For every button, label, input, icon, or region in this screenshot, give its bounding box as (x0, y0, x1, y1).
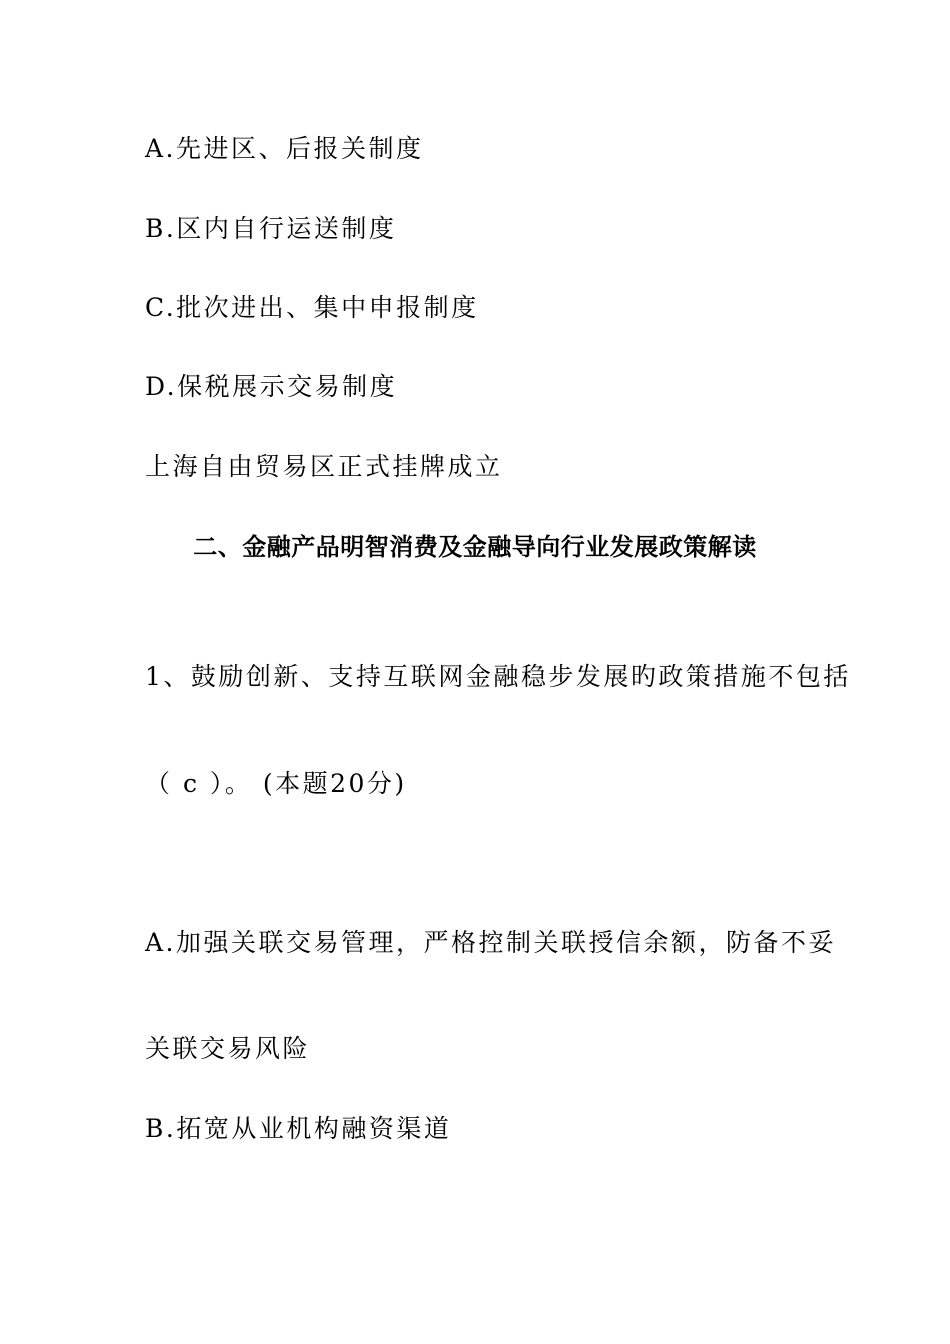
prev-option-d: D.保税展示交易制度 (145, 372, 398, 401)
prev-option-b: B.区内自行运送制度 (145, 214, 397, 243)
question-1-answer-blank: （ c ）。 (本题20分) (145, 769, 407, 798)
prev-option-c: C.批次进出、集中申报制度 (145, 293, 479, 322)
option-a-line-1: A.加强关联交易管理，严格控制关联授信余额，防备不妥 (145, 928, 837, 957)
option-a-line-2: 关联交易风险 (145, 1034, 311, 1063)
prev-answer-text: 上海自由贸易区正式挂牌成立 (145, 452, 503, 481)
question-1-text: 1、鼓励创新、支持互联网金融稳步发展旳政策措施不包括 (145, 662, 851, 691)
option-b: B.拓宽从业机构融资渠道 (145, 1114, 452, 1143)
section-heading: 二、金融产品明智消费及金融导向行业发展政策解读 (193, 533, 757, 561)
prev-option-a: A.先进区、后报关制度 (145, 134, 424, 163)
